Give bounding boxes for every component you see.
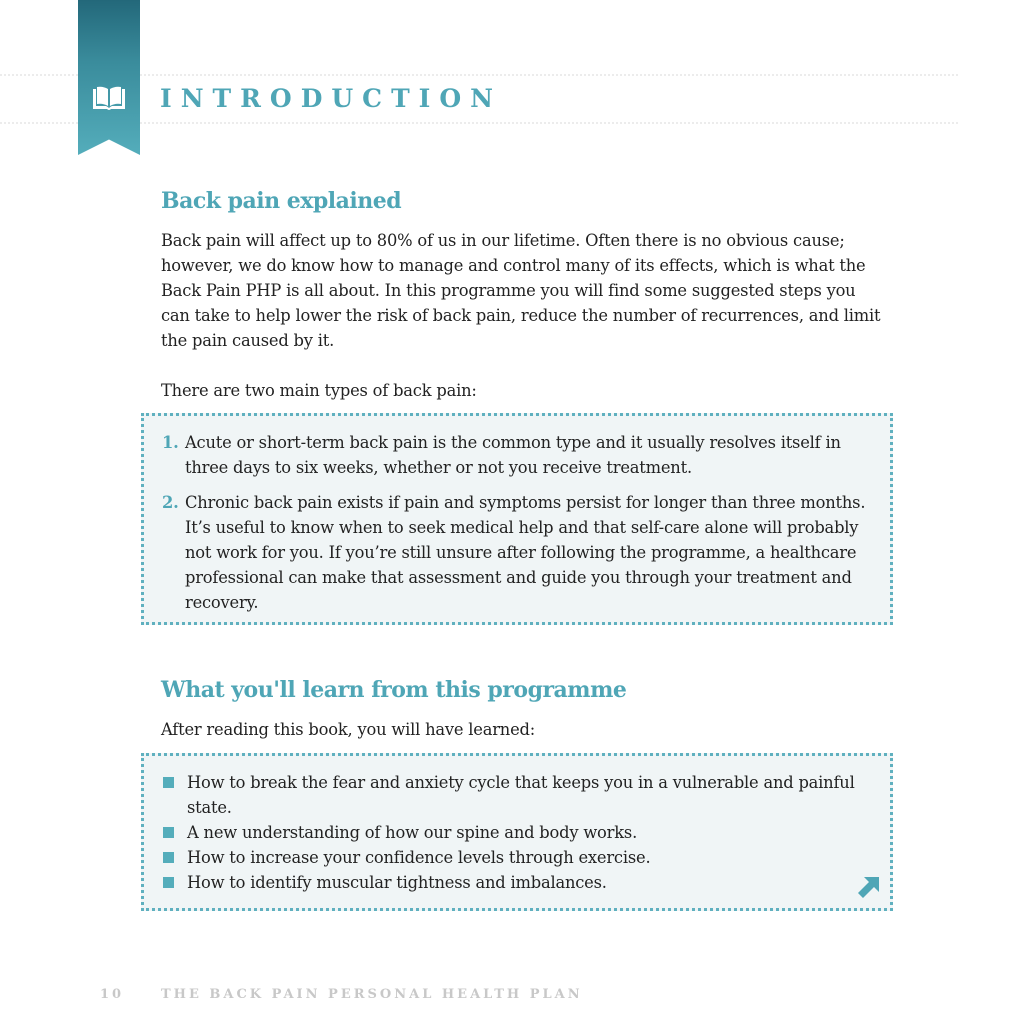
section-heading-back-pain: Back pain explained <box>161 188 402 214</box>
list-item-text: Chronic back pain exists if pain and symptoms persist for longer than three months. It’s useful to know when to seek medical help and that self-care alone will probably not work for you. If you’re still unsure after following the programme, a healthcare professional can make that assessment and guide you through your treatment and recovery. <box>185 493 866 612</box>
header-rule-top <box>0 74 958 76</box>
chapter-title: INTRODUCTION <box>160 84 503 113</box>
list-item-text: How to break the fear and anxiety cycle that keeps you in a vulnerable and painful state. <box>187 773 855 817</box>
list-item <box>144 490 874 615</box>
section-heading-what-youll-learn: What you'll learn from this programme <box>161 677 627 703</box>
learn-intro-line: After reading this book, you will have learned: <box>161 720 536 739</box>
list-item <box>144 820 870 845</box>
list-item-text: Acute or short-term back pain is the common type and it usually resolves itself in three days to six weeks, whether or not you receive treatment. <box>185 433 841 477</box>
list-item-text: A new understanding of how our spine and body works. <box>187 823 638 842</box>
learning-outcomes-box <box>141 753 893 911</box>
list-item-text: How to identify muscular tightness and imbalances. <box>187 873 607 892</box>
intro-paragraph: Back pain will affect up to 80% of us in our lifetime. Often there is no obvious cause; however, we do know how to manage and control many of its effects, which is what the Back Pain PHP is all about. In this programme you will find some suggested steps you can take to help lower the risk of back pain, reduce the number of recurrences, and limit the pain caused by it. <box>161 231 881 350</box>
arrow-up-right-icon <box>856 874 882 900</box>
open-book-icon <box>91 86 127 112</box>
chapter-ribbon <box>78 0 140 155</box>
page-number: 10 <box>100 987 125 1002</box>
list-item <box>144 845 870 870</box>
list-marker: 2. <box>162 493 179 512</box>
square-bullet-icon <box>163 777 174 788</box>
list-item <box>144 430 874 480</box>
list-marker: 1. <box>162 433 179 452</box>
list-item <box>144 770 870 820</box>
running-footer-title: THE BACK PAIN PERSONAL HEALTH PLAN <box>161 987 583 1002</box>
list-item <box>144 870 870 895</box>
header-rule-bottom <box>0 122 958 124</box>
back-pain-types-box <box>141 413 893 625</box>
square-bullet-icon <box>163 877 174 888</box>
square-bullet-icon <box>163 852 174 863</box>
square-bullet-icon <box>163 827 174 838</box>
back-pain-types-list <box>144 430 874 615</box>
types-intro-line: There are two main types of back pain: <box>161 381 477 400</box>
list-item-text: How to increase your confidence levels through exercise. <box>187 848 651 867</box>
